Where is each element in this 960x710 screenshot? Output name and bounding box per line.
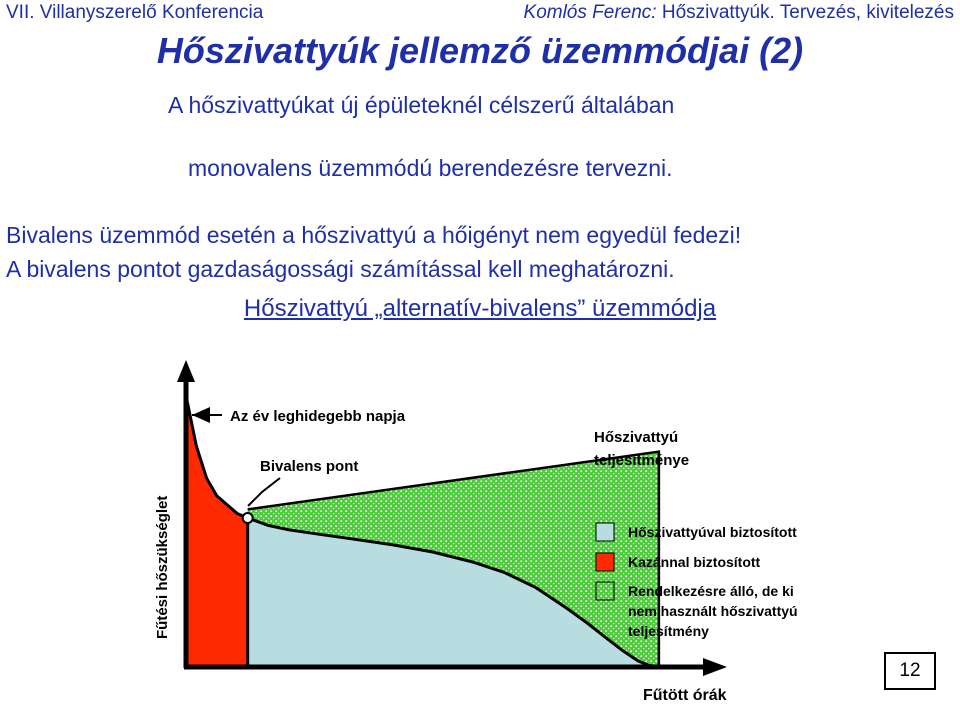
- body-line-2: monovalens üzemmódú berendezésre tervezni.: [188, 155, 673, 181]
- conference-title: VII. Villanyszerelő Konferencia: [6, 2, 264, 23]
- legend-swatch-boiler: [596, 553, 614, 571]
- coldest-day-annotation: Az év leghidegebb napja: [230, 408, 406, 425]
- bivalent-point-leader: [248, 478, 280, 506]
- slide-title: Hőszivattyúk jellemző üzemmódjai (2): [156, 30, 804, 71]
- legend-label-unused-line2: nem használt hőszivattyú: [628, 603, 798, 619]
- bivalent-point-marker: [243, 513, 253, 523]
- body-line-4: A bivalens pontot gazdaságossági számítással kell meghatározni.: [6, 256, 675, 282]
- body-line-3: Bivalens üzemmód esetén a hőszivattyú a hőigényt nem egyedül fedezi!: [6, 222, 742, 248]
- legend-label-unused-line3: teljesítmény: [628, 623, 709, 639]
- author-name: Komlós Ferenc:: [523, 2, 657, 23]
- body-line-1: A hőszivattyúkat új épületeknél célszerű általában: [168, 92, 675, 118]
- talk-title: Hőszivattyúk. Tervezés, kivitelezés: [661, 2, 954, 23]
- page-number: 12: [884, 652, 936, 690]
- y-axis-arrowhead: [177, 360, 195, 382]
- hp-capacity-annotation-line2: teljesítménye: [594, 452, 690, 469]
- x-axis-arrowhead: [703, 658, 727, 676]
- legend-swatch-unused: [596, 582, 614, 600]
- chart-subtitle-text: Hőszivattyú „alternatív-bivalens” üzemmódja: [243, 295, 717, 322]
- legend-label-boiler: Kazánnal biztosított: [628, 554, 761, 570]
- legend-label-unused-line1: Rendelkezésre álló, de ki: [628, 583, 794, 599]
- x-axis-label: Fűtött órák: [643, 687, 727, 704]
- legend-label-heat-pump: Hőszivattyúval biztosított: [628, 524, 797, 540]
- bivalent-point-annotation: Bivalens pont: [260, 458, 359, 475]
- y-axis-label: Fűtési hőszükséglet: [154, 495, 171, 639]
- hp-capacity-annotation-line1: Hőszivattyú: [594, 429, 679, 446]
- legend-swatch-heat-pump: [596, 523, 614, 541]
